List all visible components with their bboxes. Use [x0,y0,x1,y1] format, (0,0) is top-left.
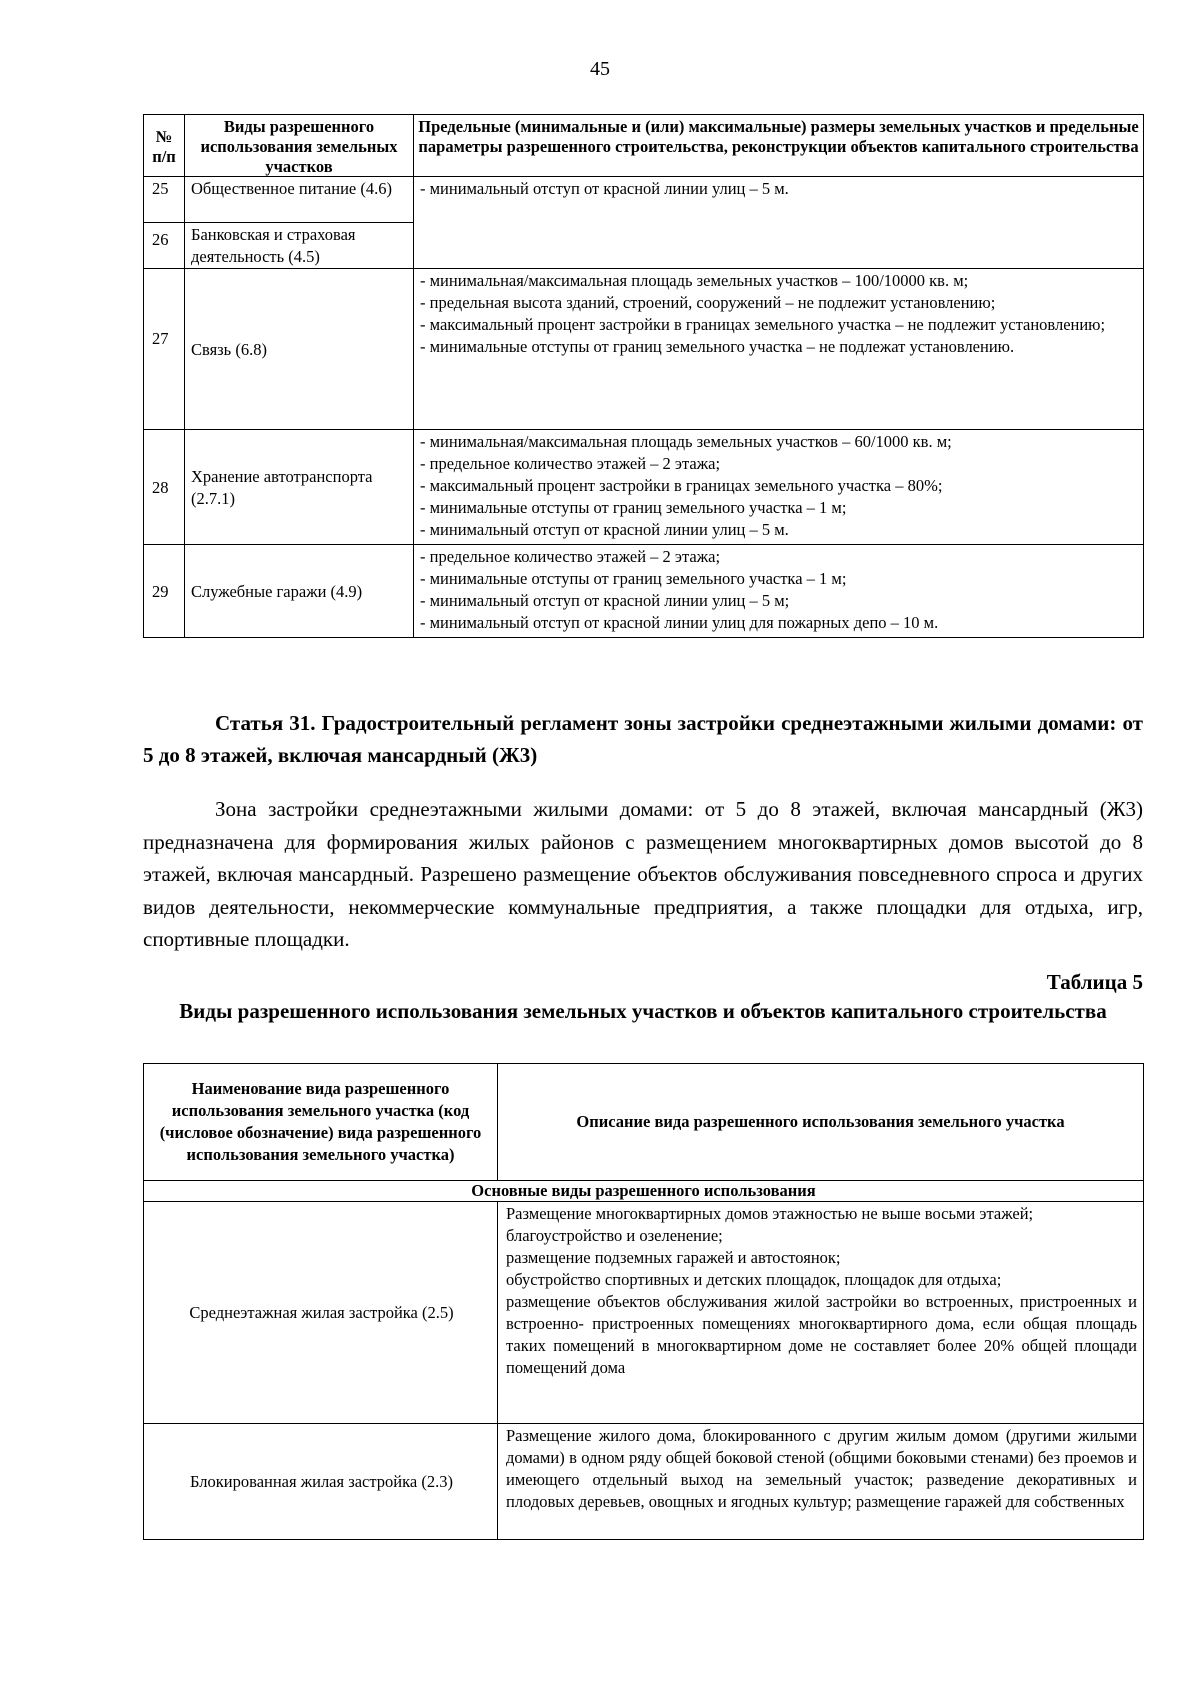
table-row [144,1202,1144,1424]
row-use-type: Банковская и страховая деятельность (4.5) [185,223,414,269]
row-params [414,177,1144,269]
table-row [144,269,1144,430]
param-line: - максимальный процент застройки в границах земельного участка – 80%; [420,476,943,496]
table-caption: Виды разрешенного использования земельных участков и объектов капитального строительства [179,999,1107,1023]
row-use-type: Общественное питание (4.6) [185,177,414,223]
param-line: - минимальная/максимальная площадь земельных участков – 100/10000 кв. м; [420,271,969,291]
article-title-text: Статья 31. Градостроительный регламент зоны застройки среднеэтажными жилыми домами: от 5 до 8 этажей, включая мансардный (Ж3) [143,711,1143,767]
row-use-type: Связь (6.8) [185,269,414,430]
article-paragraph-text: Зона застройки среднеэтажными жилыми домами: от 5 до 8 этажей, включая мансардный (Ж3) предназначена для формирования жилых районов с размещением многоквартирных домов высотой до 8 этажей, включая мансардный. Разрешено размещение объектов обслуживания повседневного спроса и других видов деятельности, некоммерческие коммунальные предприятия, а также площадки для отдыха, игр, спортивные площадки. [143,797,1143,951]
row-number: 27 [144,269,185,430]
row-use-type: Служебные гаражи (4.9) [185,545,414,638]
row-number: 26 [144,223,185,269]
param-line: - предельное количество этажей – 2 этажа; [420,454,721,474]
article-title [143,707,1143,771]
row-number: 25 [144,177,185,223]
param-line: - предельная высота зданий, строений, сооружений – не подлежит установлению; [420,293,996,313]
land-use-parameters-table [143,114,1144,638]
section-row [144,1181,1144,1202]
section-title: Основные виды разрешенного использования [144,1181,1144,1202]
table-label: Таблица 5 [1046,970,1143,994]
use-description [498,1202,1144,1424]
use-name: Среднеэтажная жилая застройка (2.5) [144,1202,498,1424]
use-description: Размещение жилого дома, блокированного с другим жилым домом (другими жилыми домами) в одном ряду общей боковой стеной (общими боковыми стенами) без проемов и имеющего отдельный выход на земельный участок; разведение декоративных и плодовых деревьев, овощных и ягодных культур; размещение гаражей для собственных [498,1424,1144,1540]
param-line: - минимальный отступ от красной линии улиц – 5 м. [420,179,789,199]
param-line: - минимальная/максимальная площадь земельных участков – 60/1000 кв. м; [420,432,952,452]
header-use-name: Наименование вида разрешенного использования земельного участка (код (числовое обозначение) вида разрешенного использования земельного участка) [144,1064,498,1181]
row-use-type: Хранение автотранспорта (2.7.1) [185,430,414,545]
desc-line: обустройство спортивных и детских площадок, площадок для отдыха; [506,1269,1002,1289]
param-line: - максимальный процент застройки в границах земельного участка – не подлежит установлению; [420,315,1106,335]
param-line: - минимальные отступы от границ земельного участка – 1 м; [420,498,847,518]
param-line: - минимальный отступ от красной линии улиц для пожарных депо – 10 м. [420,613,939,633]
table-row [144,1424,1144,1540]
row-params [414,430,1144,545]
param-line: - предельное количество этажей – 2 этажа; [420,547,721,567]
land-use-types-table [143,1063,1144,1540]
param-line: - минимальные отступы от границ земельного участка – 1 м; [420,569,847,589]
param-line: - минимальный отступ от красной линии улиц – 5 м; [420,591,790,611]
header-num: № п/п [144,115,185,177]
row-params [414,545,1144,638]
table-row [144,430,1144,545]
article-paragraph [143,793,1143,956]
table-row [144,545,1144,638]
row-number: 28 [144,430,185,545]
desc-line: размещение объектов обслуживания жилой застройки во встроенных, пристроенных и встроенно- пристроенных помещениях многоквартирного дома, если общая площадь таких помещений в многоквартирном доме не составляет более 20% общей площади помещений дома [506,1291,1137,1377]
page-number: 45 [590,58,610,80]
row-params [414,269,1144,430]
param-line: - минимальные отступы от границ земельного участка – не подлежат установлению. [420,337,1015,357]
desc-line: благоустройство и озеленение; [506,1225,723,1245]
header-params: Предельные (минимальные и (или) максимальные) размеры земельных участков и предельные параметры разрешенного строительства, реконструкции объектов капитального строительства [414,115,1144,177]
param-line: - минимальный отступ от красной линии улиц – 5 м. [420,520,789,540]
header-type: Виды разрешенного использования земельных участков [185,115,414,177]
header-use-description: Описание вида разрешенного использования земельного участка [498,1064,1144,1181]
row-number: 29 [144,545,185,638]
use-name: Блокированная жилая застройка (2.3) [144,1424,498,1540]
desc-line: Размещение многоквартирных домов этажностью не выше восьми этажей; [506,1204,1034,1223]
table-row [144,177,1144,223]
desc-line: размещение подземных гаражей и автостоянок; [506,1247,841,1267]
